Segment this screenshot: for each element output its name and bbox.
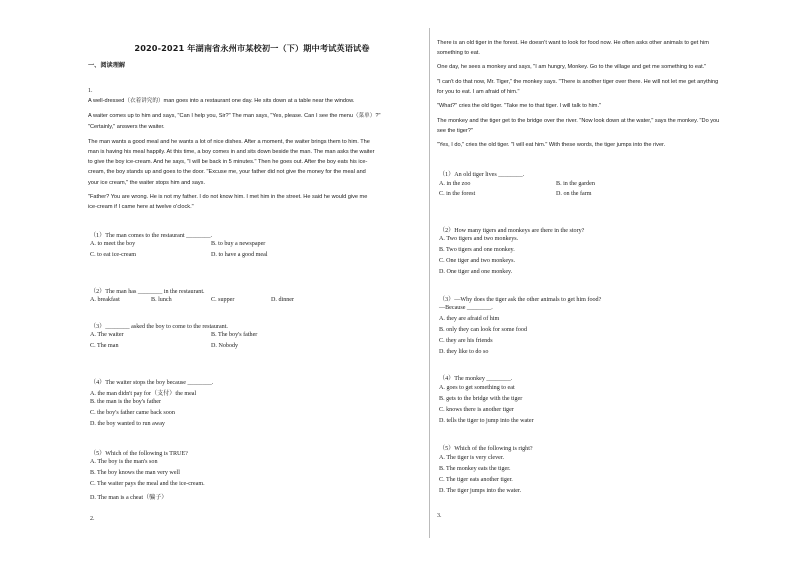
answer-option[interactable]: C. supper [211, 297, 235, 303]
passage-line: "Father? You are wrong. He is not my father. I do not know him. I met him in the street. He said he would give me [88, 194, 368, 200]
answer-option[interactable]: C. in the forest [439, 191, 476, 197]
passage-line: see the tiger?" [437, 128, 473, 134]
passage-line: "Certainly," answers the waiter. [88, 124, 165, 130]
answer-option[interactable]: A. The tiger is very clever. [439, 455, 505, 461]
answer-option[interactable]: B. lunch [151, 297, 172, 303]
answer-option[interactable]: A. the man didn't pay for（支付）the meal [90, 391, 197, 397]
passage-line: "What?" cries the old tiger. "Take me to that tiger. I will talk to him." [437, 103, 602, 109]
answer-option[interactable]: D. Nobody [211, 343, 239, 349]
column-divider [429, 28, 430, 538]
answer-option[interactable]: B. The monkey eats the tiger. [439, 466, 511, 472]
passage-number: 1. [88, 88, 93, 94]
answer-option[interactable]: C. The waiter pays the meal and the ice-cream. [90, 481, 205, 487]
page-number: 3. [437, 513, 442, 519]
question-stem: （1）An old tiger lives ________. [439, 172, 525, 178]
answer-option[interactable]: B. the man is the boy's father [90, 399, 161, 405]
answer-option[interactable]: D. The tiger jumps into the water. [439, 488, 522, 494]
answer-option[interactable]: A. goes to get something to eat [439, 385, 515, 391]
passage-line: A waiter comes up to him and says, "Can I help you, Sir?" The man says, "Yes, please. Can I see the menu（菜单）?" [88, 113, 381, 119]
answer-option[interactable]: C. The man [90, 343, 119, 349]
question-stem: （5）Which of the following is TRUE? [90, 451, 188, 457]
passage-line: "I can't do that now, Mr. Tiger," the monkey says. "There is another tiger over there. He will not let me get anything [437, 79, 719, 85]
answer-option[interactable]: A. to meet the boy [90, 241, 136, 247]
passage-line: something to eat. [437, 50, 480, 56]
passage-line: for you to eat. I am afraid of him." [437, 89, 520, 95]
page-number: 2. [90, 516, 95, 522]
answer-option[interactable]: A. in the zoo [439, 181, 471, 187]
answer-option[interactable]: B. Two tigers and one monkey. [439, 247, 515, 253]
answer-option[interactable]: C. the boy's father came back soon [90, 410, 175, 416]
answer-option[interactable]: B. gets to the bridge with the tiger [439, 396, 523, 402]
answer-option[interactable]: C. they are his friends [439, 338, 493, 344]
answer-option[interactable]: A. breakfast [90, 297, 120, 303]
question-stem: （4）The waiter stops the boy because ________. [90, 380, 214, 386]
passage-line: One day, he sees a monkey and says, "I am hungry, Monkey. Go to the village and get me something to eat." [437, 64, 707, 70]
exam-title: 2020-2021 年湖南省永州市某校初一（下）期中考试英语试卷 [134, 43, 370, 53]
answer-option[interactable]: A. they are afraid of him [439, 316, 500, 322]
passage-line: The man wants a good meal and he wants a lot of nice dishes. After a moment, the waiter brings them to him. The [88, 139, 370, 145]
answer-option[interactable]: D. to have a good meal [211, 252, 268, 258]
answer-option[interactable]: D. tells the tiger to jump into the water [439, 418, 534, 424]
answer-option[interactable]: B. The boy's father [211, 332, 258, 338]
passage-line: man is having his meal happily. At this time, a boy comes in and sits down beside the man. The man asks the waiter [88, 149, 375, 155]
answer-option[interactable]: C. One tiger and two monkeys. [439, 258, 515, 264]
answer-option[interactable]: C. to eat ice-cream [90, 252, 137, 258]
answer-option[interactable]: D. The man is a cheat（骗子） [90, 495, 168, 501]
question-stem: （4）The monkey ________. [439, 376, 513, 382]
answer-blank-line: —Because ________. [439, 305, 493, 311]
passage-line: your ice cream," the waiter stops him and says. [88, 180, 206, 186]
answer-option[interactable]: B. The boy knows the man very well [90, 470, 180, 476]
passage-line: The monkey and the tiger get to the bridge over the river. "Now look down at the water," says the monkey. "Do you [437, 118, 720, 124]
answer-option[interactable]: D. the boy wanted to run away [90, 421, 165, 427]
answer-option[interactable]: B. to buy a newspaper [211, 241, 266, 247]
answer-option[interactable]: D. they like to do so [439, 349, 489, 355]
answer-option[interactable]: B. only they can look for some food [439, 327, 528, 333]
question-stem: （1）The man comes to the restaurant ________. [90, 233, 213, 239]
passage-line: ice-cream if I came here at twelve o'clock." [88, 204, 194, 210]
answer-option[interactable]: A. Two tigers and two monkeys. [439, 236, 519, 242]
question-stem: （3）________ asked the boy to come to the restaurant. [90, 324, 228, 330]
answer-option[interactable]: A. The boy is the man's son [90, 459, 158, 465]
answer-option[interactable]: A. The waiter [90, 332, 124, 338]
answer-option[interactable]: D. dinner [271, 297, 295, 303]
section-heading: 一、阅读理解 [88, 62, 126, 69]
question-stem: （5）Which of the following is right? [439, 446, 533, 452]
question-stem: （2）The man has ________ in the restaurant. [90, 289, 205, 295]
passage-line: "Yes, I do," cries the old tiger. "I will eat him." With these words, the tiger jumps into the river. [437, 142, 666, 148]
answer-option[interactable]: C. knows there is another tiger [439, 407, 514, 413]
answer-option[interactable]: C. The tiger eats another tiger. [439, 477, 513, 483]
answer-option[interactable]: D. on the farm [556, 191, 592, 197]
passage-line: A well-dressed（衣着讲究的）man goes into a restaurant one day. He sits down at a table near the window. [88, 98, 355, 104]
passage-line: to give the boy ice-cream. And he says, "I will be back in 5 minutes." Then he goes out. After the boy eats his ice- [88, 159, 368, 165]
question-stem: （3）—Why does the tiger ask the other animals to get him food? [439, 297, 602, 303]
answer-option[interactable]: B. in the garden [556, 181, 595, 187]
answer-option[interactable]: D. One tiger and one monkey. [439, 269, 513, 275]
passage-line: cream, the boy stands up and goes to the door. "Excuse me, your father did not give the money for the meal and [88, 169, 366, 175]
passage-line: There is an old tiger in the forest. He doesn't want to look for food now. He often asks other animals to get him [437, 40, 709, 46]
question-stem: （2）How many tigers and monkeys are there in the story? [439, 228, 585, 234]
